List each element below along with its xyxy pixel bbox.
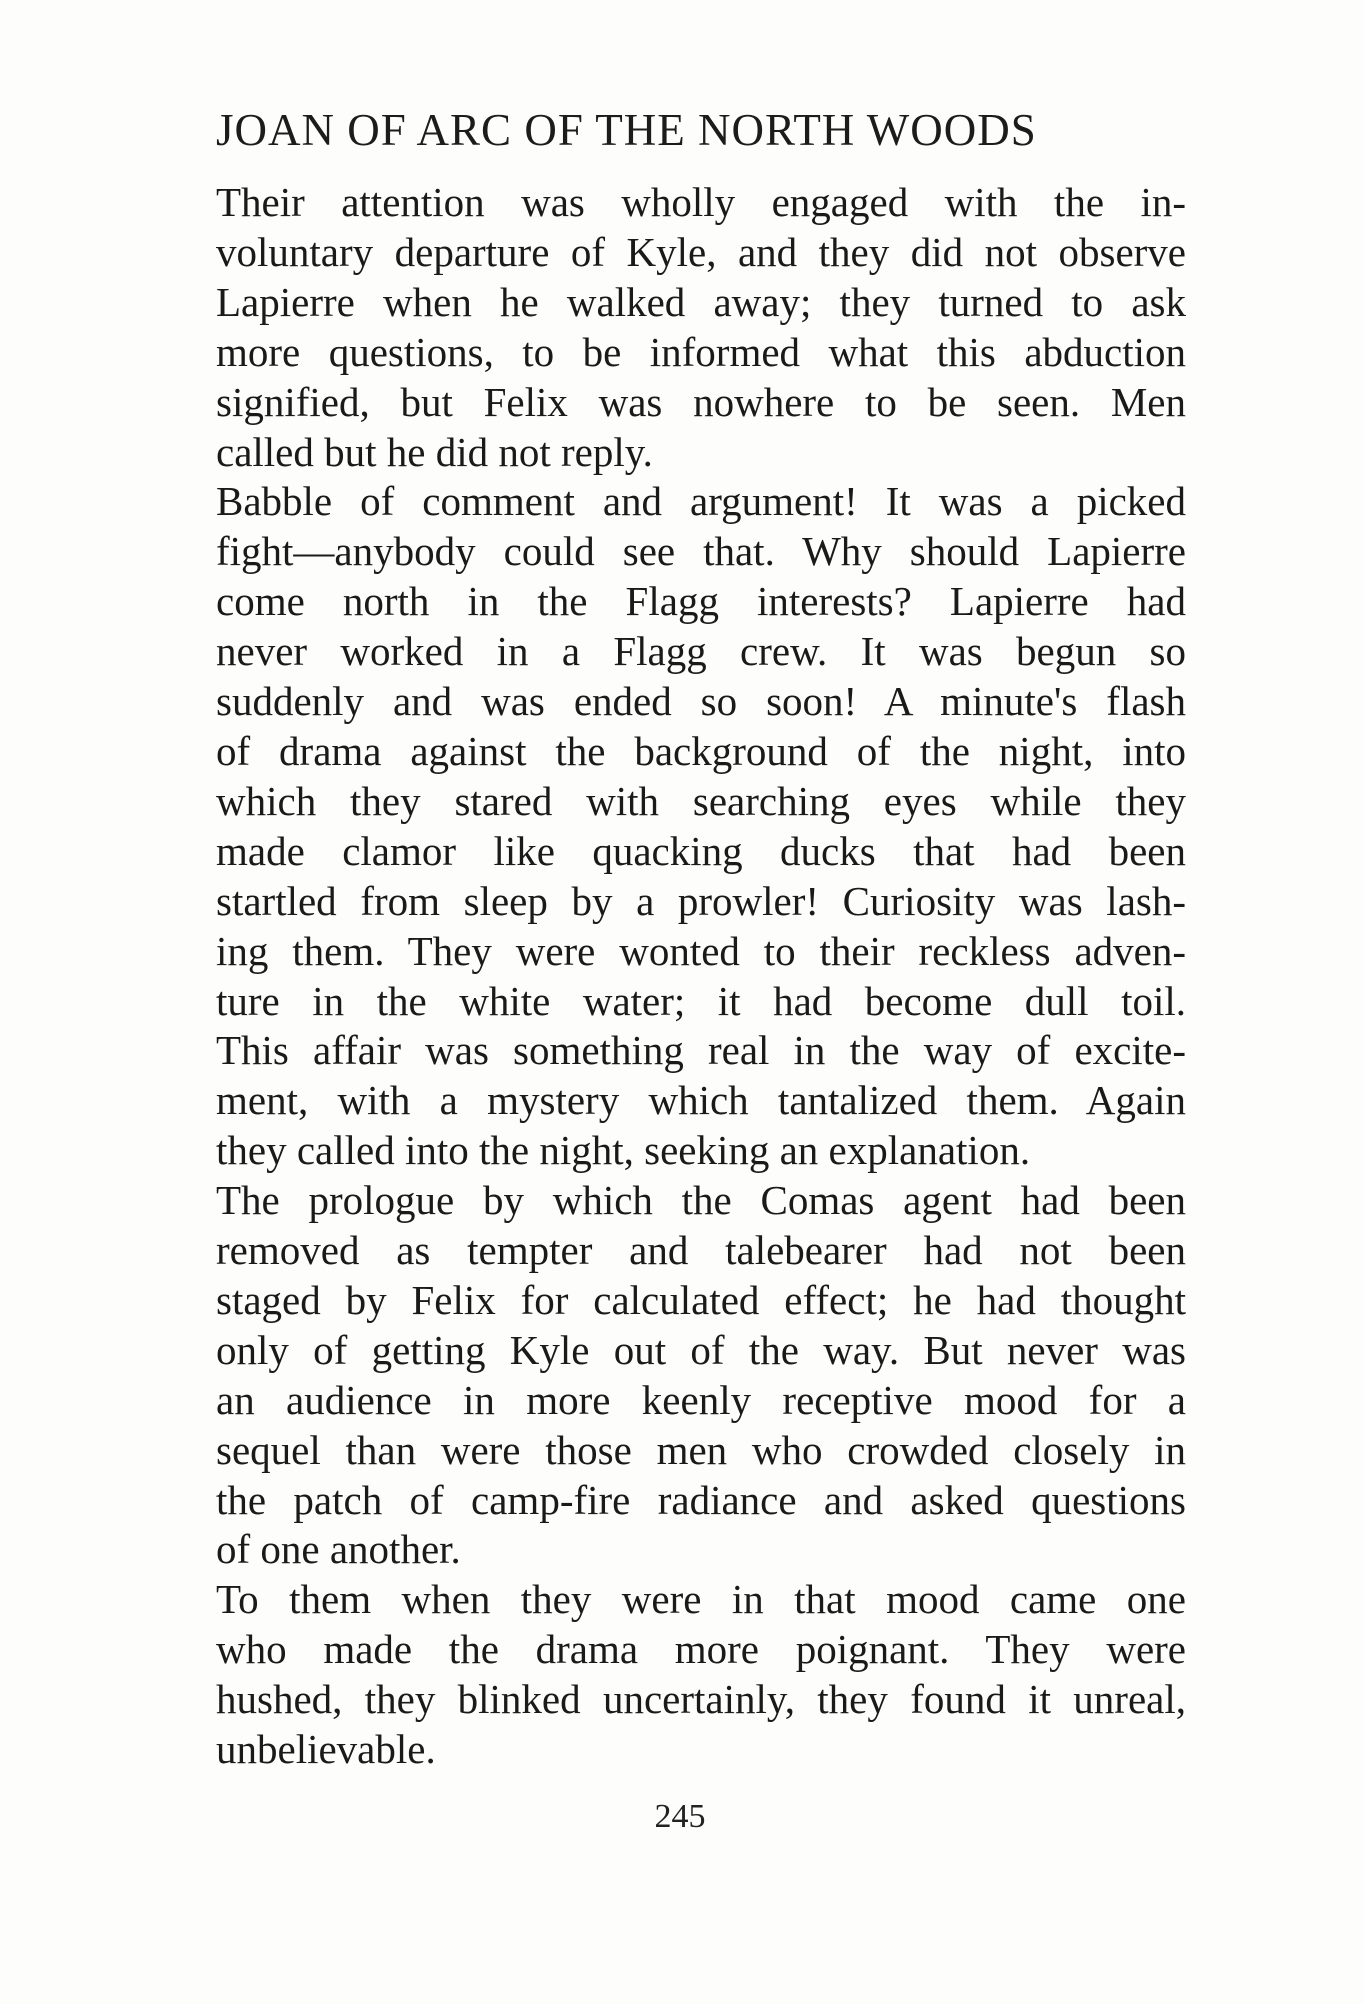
text-line: the patch of camp-fire radiance and asked questions (216, 1476, 1186, 1523)
text-line: staged by Felix for calculated effect; he had thought (216, 1276, 1186, 1323)
text-line: made clamor like quacking ducks that had been (216, 827, 1186, 874)
text-line: which they stared with searching eyes while they (216, 777, 1186, 824)
running-head-title: JOAN OF ARC OF THE NORTH WOODS (216, 105, 1037, 155)
text-line: Babble of comment and argument! It was a picked (216, 478, 1186, 525)
paragraph-4 (166, 1575, 1186, 1775)
text-line: fight—anybody could see that. Why should Lapierre (216, 528, 1186, 575)
text-line: removed as tempter and talebearer had not been (216, 1227, 1186, 1274)
text-line: voluntary departure of Kyle, and they did not observe (216, 228, 1186, 275)
text-line: unbelievable. (216, 1726, 436, 1773)
text-line: ment, with a mystery which tantalized them. Again (216, 1077, 1186, 1124)
page-number: 245 (654, 1798, 706, 1835)
text-line: ing them. They were wonted to their reckless adven- (216, 927, 1186, 974)
text-line: they called into the night, seeking an explanation. (216, 1127, 1031, 1174)
text-line: This affair was something real in the way of excite- (216, 1027, 1186, 1074)
text-line: startled from sleep by a prowler! Curiosity was lash- (216, 877, 1186, 924)
text-line: Lapierre when he walked away; they turned to ask (216, 278, 1186, 325)
paragraph-1 (166, 178, 1186, 477)
text-line: of drama against the background of the night, into (216, 727, 1186, 774)
paragraph-2 (166, 477, 1186, 1176)
text-line: The prologue by which the Comas agent had been (216, 1177, 1186, 1224)
body-text (166, 178, 1186, 1775)
text-line: hushed, they blinked uncertainly, they found it unreal, (216, 1676, 1186, 1723)
text-line: never worked in a Flagg crew. It was begun so (216, 628, 1186, 675)
text-line: ture in the white water; it had become dull toil. (216, 977, 1186, 1024)
text-line: an audience in more keenly receptive mood for a (216, 1376, 1186, 1423)
text-line: Their attention was wholly engaged with the in- (216, 179, 1186, 225)
text-line: of one another. (216, 1526, 461, 1573)
text-line: called but he did not reply. (216, 428, 653, 475)
text-line: To them when they were in that mood came one (216, 1576, 1186, 1623)
text-line: who made the drama more poignant. They were (216, 1626, 1186, 1673)
text-line: signified, but Felix was nowhere to be seen. Men (216, 378, 1186, 425)
text-line: more questions, to be informed what this abduction (216, 328, 1186, 375)
text-line: come north in the Flagg interests? Lapierre had (216, 578, 1186, 625)
text-line: suddenly and was ended so soon! A minute's flash (216, 678, 1186, 725)
text-line: only of getting Kyle out of the way. But never was (216, 1326, 1186, 1373)
paragraph-3 (166, 1176, 1186, 1575)
text-line: sequel than were those men who crowded closely in (216, 1426, 1186, 1473)
